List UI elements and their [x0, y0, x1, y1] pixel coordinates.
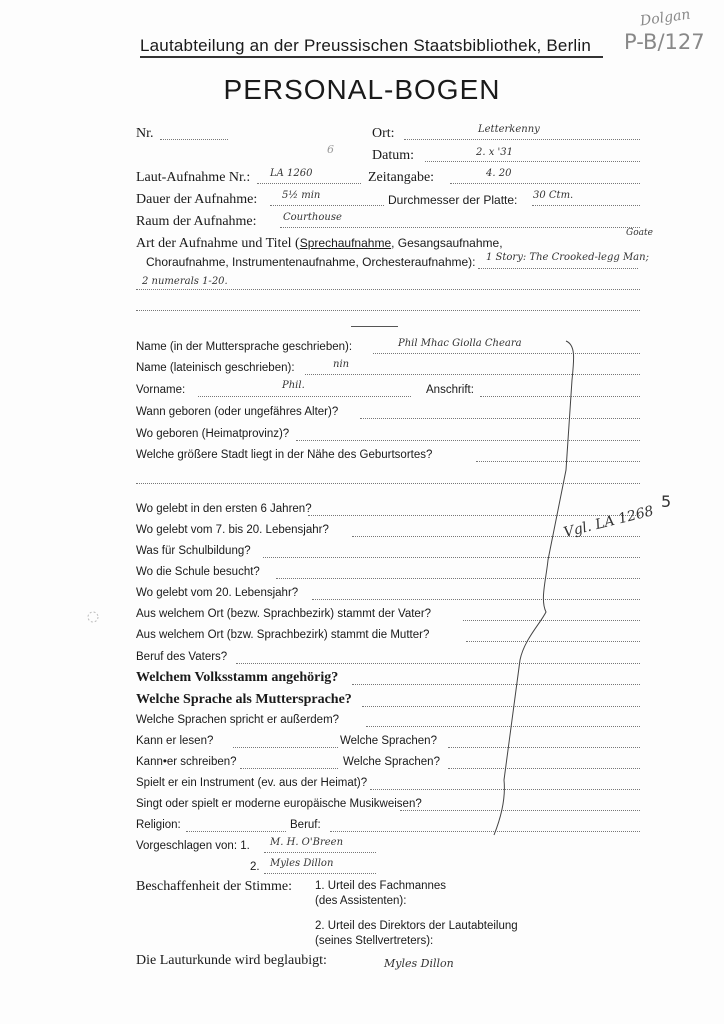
vorgeschlagen-1-value: M. H. O'Breen	[270, 837, 344, 848]
schule-label: Wo die Schule besucht?	[136, 566, 260, 578]
dauer-label: Dauer der Aufnahme:	[136, 192, 258, 207]
geboren-wo-field[interactable]	[296, 440, 640, 441]
art-label-line1	[136, 236, 503, 252]
art-field-line3[interactable]	[136, 310, 640, 311]
name-latein-field[interactable]	[305, 374, 640, 375]
sprachen-field[interactable]	[366, 726, 640, 727]
art-value-line2: 2 numerals 1-20.	[142, 276, 228, 287]
vorgeschlagen-2-value: Myles Dillon	[270, 858, 334, 869]
beglaubigt-signature: Myles Dillon	[384, 957, 454, 970]
durchmesser-value: 30 Ctm.	[533, 190, 574, 201]
vater-ort-label: Aus welchem Ort (bezw. Sprachbezirk) stammt der Vater?	[136, 608, 432, 620]
stimme-label: Beschaffenheit der Stimme:	[136, 879, 293, 894]
bracket-stroke	[494, 341, 574, 835]
stadt-field-line2[interactable]	[136, 483, 640, 484]
geboren-wann-field[interactable]	[360, 418, 640, 419]
vorgeschlagen-2-field[interactable]	[264, 873, 376, 874]
name-latein-value: nin	[333, 359, 350, 370]
name-mutter-label: Name (in der Muttersprache geschrieben):	[136, 341, 353, 353]
schreiben-sprachen-label: Welche Sprachen?	[343, 756, 440, 768]
nr-field[interactable]	[160, 139, 228, 140]
art-value-insert: Goate	[626, 228, 653, 238]
geboren-wo-label: Wo geboren (Heimatprovinz)?	[136, 428, 290, 440]
zeitangabe-label: Zeitangabe:	[368, 170, 435, 185]
erste-jahre-label: Wo gelebt in den ersten 6 Jahren?	[136, 503, 312, 515]
muttersprache-label: Welche Sprache als Muttersprache?	[136, 692, 352, 707]
laut-nr-field[interactable]	[257, 183, 361, 184]
vorgeschlagen-label: Vorgeschlagen von: 1.	[136, 840, 250, 852]
vorgeschlagen-1-field[interactable]	[264, 852, 376, 853]
name-latein-label: Name (lateinisch geschrieben):	[136, 362, 295, 374]
raum-field[interactable]	[280, 227, 640, 228]
raum-label: Raum der Aufnahme:	[136, 214, 257, 229]
lebensjahr-7-20-field[interactable]	[352, 536, 640, 537]
header-underline	[140, 56, 603, 58]
ort-value: Letterkenny	[478, 124, 540, 135]
art-label-prefix: Art der Aufnahme und Titel (	[136, 236, 300, 251]
art-field-line1[interactable]	[478, 268, 638, 269]
archive-mark-top: Dolgan	[639, 6, 692, 30]
ort-field[interactable]	[404, 139, 640, 140]
urteil-2-line2: (seines Stellvertreters):	[315, 935, 434, 947]
lesen-label: Kann er lesen?	[136, 735, 214, 747]
section-divider	[351, 326, 398, 327]
schulbildung-field[interactable]	[263, 557, 640, 558]
name-mutter-value: Phil Mhac Giolla Cheara	[398, 338, 522, 349]
schreiben-field[interactable]	[240, 768, 338, 769]
dauer-value: 5½ min	[282, 190, 321, 201]
beglaubigt-label: Die Lauturkunde wird beglaubigt:	[136, 953, 327, 968]
art-value-line1: 1 Story: The Crooked-legg Man;	[486, 252, 649, 263]
volksstamm-field[interactable]	[352, 684, 640, 685]
datum-field[interactable]	[425, 161, 640, 162]
anschrift-field[interactable]	[480, 396, 640, 397]
religion-field[interactable]	[186, 831, 286, 832]
datum-value: 2. x '31	[476, 147, 514, 158]
erste-jahre-field[interactable]	[308, 515, 640, 516]
beruf-field[interactable]	[330, 831, 640, 832]
urteil-1-line2: (des Assistenten):	[315, 895, 407, 907]
beruf-vater-label: Beruf des Vaters?	[136, 651, 228, 663]
laut-nr-value: LA 1260	[270, 168, 313, 179]
mutter-ort-label: Aus welchem Ort (bzw. Sprachbezirk) stammt die Mutter?	[136, 629, 430, 641]
page-title: PERSONAL-BOGEN	[223, 74, 501, 105]
muttersprache-field[interactable]	[362, 706, 640, 707]
stadt-field[interactable]	[476, 461, 640, 462]
vorname-value: Phil.	[282, 380, 305, 391]
lebensjahr-7-20-label: Wo gelebt vom 7. bis 20. Lebensjahr?	[136, 524, 329, 536]
beruf-vater-field[interactable]	[236, 663, 640, 664]
musik-field[interactable]	[400, 810, 640, 811]
art-field-line2[interactable]	[136, 289, 640, 290]
lesen-field[interactable]	[233, 747, 338, 748]
vorname-label: Vorname:	[136, 384, 186, 396]
lesen-sprachen-field[interactable]	[448, 747, 640, 748]
punch-hole-mark	[88, 612, 98, 622]
vorname-field[interactable]	[198, 396, 411, 397]
urteil-2-line1: 2. Urteil des Direktors der Lautabteilung	[315, 920, 518, 932]
mutter-ort-field[interactable]	[466, 641, 640, 642]
ort-label: Ort:	[372, 126, 395, 141]
name-mutter-field[interactable]	[373, 353, 640, 354]
institution-header: Lautabteilung an der Preussischen Staatsbibliothek, Berlin	[140, 36, 592, 55]
beruf-label: Beruf:	[290, 819, 321, 831]
durchmesser-label: Durchmesser der Platte:	[388, 193, 518, 207]
religion-label: Religion:	[136, 819, 181, 831]
urteil-1-line1: 1. Urteil des Fachmannes	[315, 880, 447, 892]
zeitangabe-value: 4. 20	[486, 168, 512, 179]
durchmesser-field[interactable]	[532, 205, 640, 206]
dauer-field[interactable]	[270, 205, 384, 206]
nr-label: Nr.	[136, 126, 154, 141]
vater-ort-field[interactable]	[463, 620, 640, 621]
art-label-line2: Choraufnahme, Instrumentenaufnahme, Orchesteraufnahme):	[146, 255, 476, 269]
stadt-label: Welche größere Stadt liegt in der Nähe des Geburtsortes?	[136, 449, 433, 461]
side-note-number: 5	[661, 492, 672, 511]
art-label-sprechaufnahme: Sprechaufnahme	[299, 236, 392, 250]
ab-20-label: Wo gelebt vom 20. Lebensjahr?	[136, 587, 299, 599]
archive-mark: P-B/127	[624, 30, 705, 54]
anschrift-label: Anschrift:	[426, 384, 474, 396]
vorgeschlagen-2-label: 2.	[250, 861, 260, 873]
schulbildung-label: Was für Schulbildung?	[136, 545, 251, 557]
schreiben-sprachen-field[interactable]	[448, 768, 640, 769]
musik-label: Singt oder spielt er moderne europäische Musikweisen?	[136, 798, 422, 810]
schreiben-label: Kann•er schreiben?	[136, 756, 237, 768]
geboren-wann-label: Wann geboren (oder ungefähres Alter)?	[136, 406, 339, 418]
side-note: Vgl. LA 1268	[562, 503, 656, 541]
datum-label: Datum:	[372, 148, 414, 163]
sprachen-label: Welche Sprachen spricht er außerdem?	[136, 714, 340, 726]
raum-value: Courthouse	[283, 212, 342, 223]
ab-20-field[interactable]	[312, 599, 640, 600]
schule-field[interactable]	[276, 578, 640, 579]
art-label-suffix: , Gesangsaufnahme,	[391, 236, 503, 250]
zeitangabe-field[interactable]	[450, 183, 640, 184]
instrument-label: Spielt er ein Instrument (ev. aus der Heimat)?	[136, 777, 368, 789]
instrument-field[interactable]	[370, 789, 640, 790]
lesen-sprachen-label: Welche Sprachen?	[340, 735, 437, 747]
margin-mark: 6	[327, 143, 334, 156]
laut-nr-label: Laut-Aufnahme Nr.:	[136, 170, 251, 185]
volksstamm-label: Welchem Volksstamm angehörig?	[136, 670, 339, 685]
